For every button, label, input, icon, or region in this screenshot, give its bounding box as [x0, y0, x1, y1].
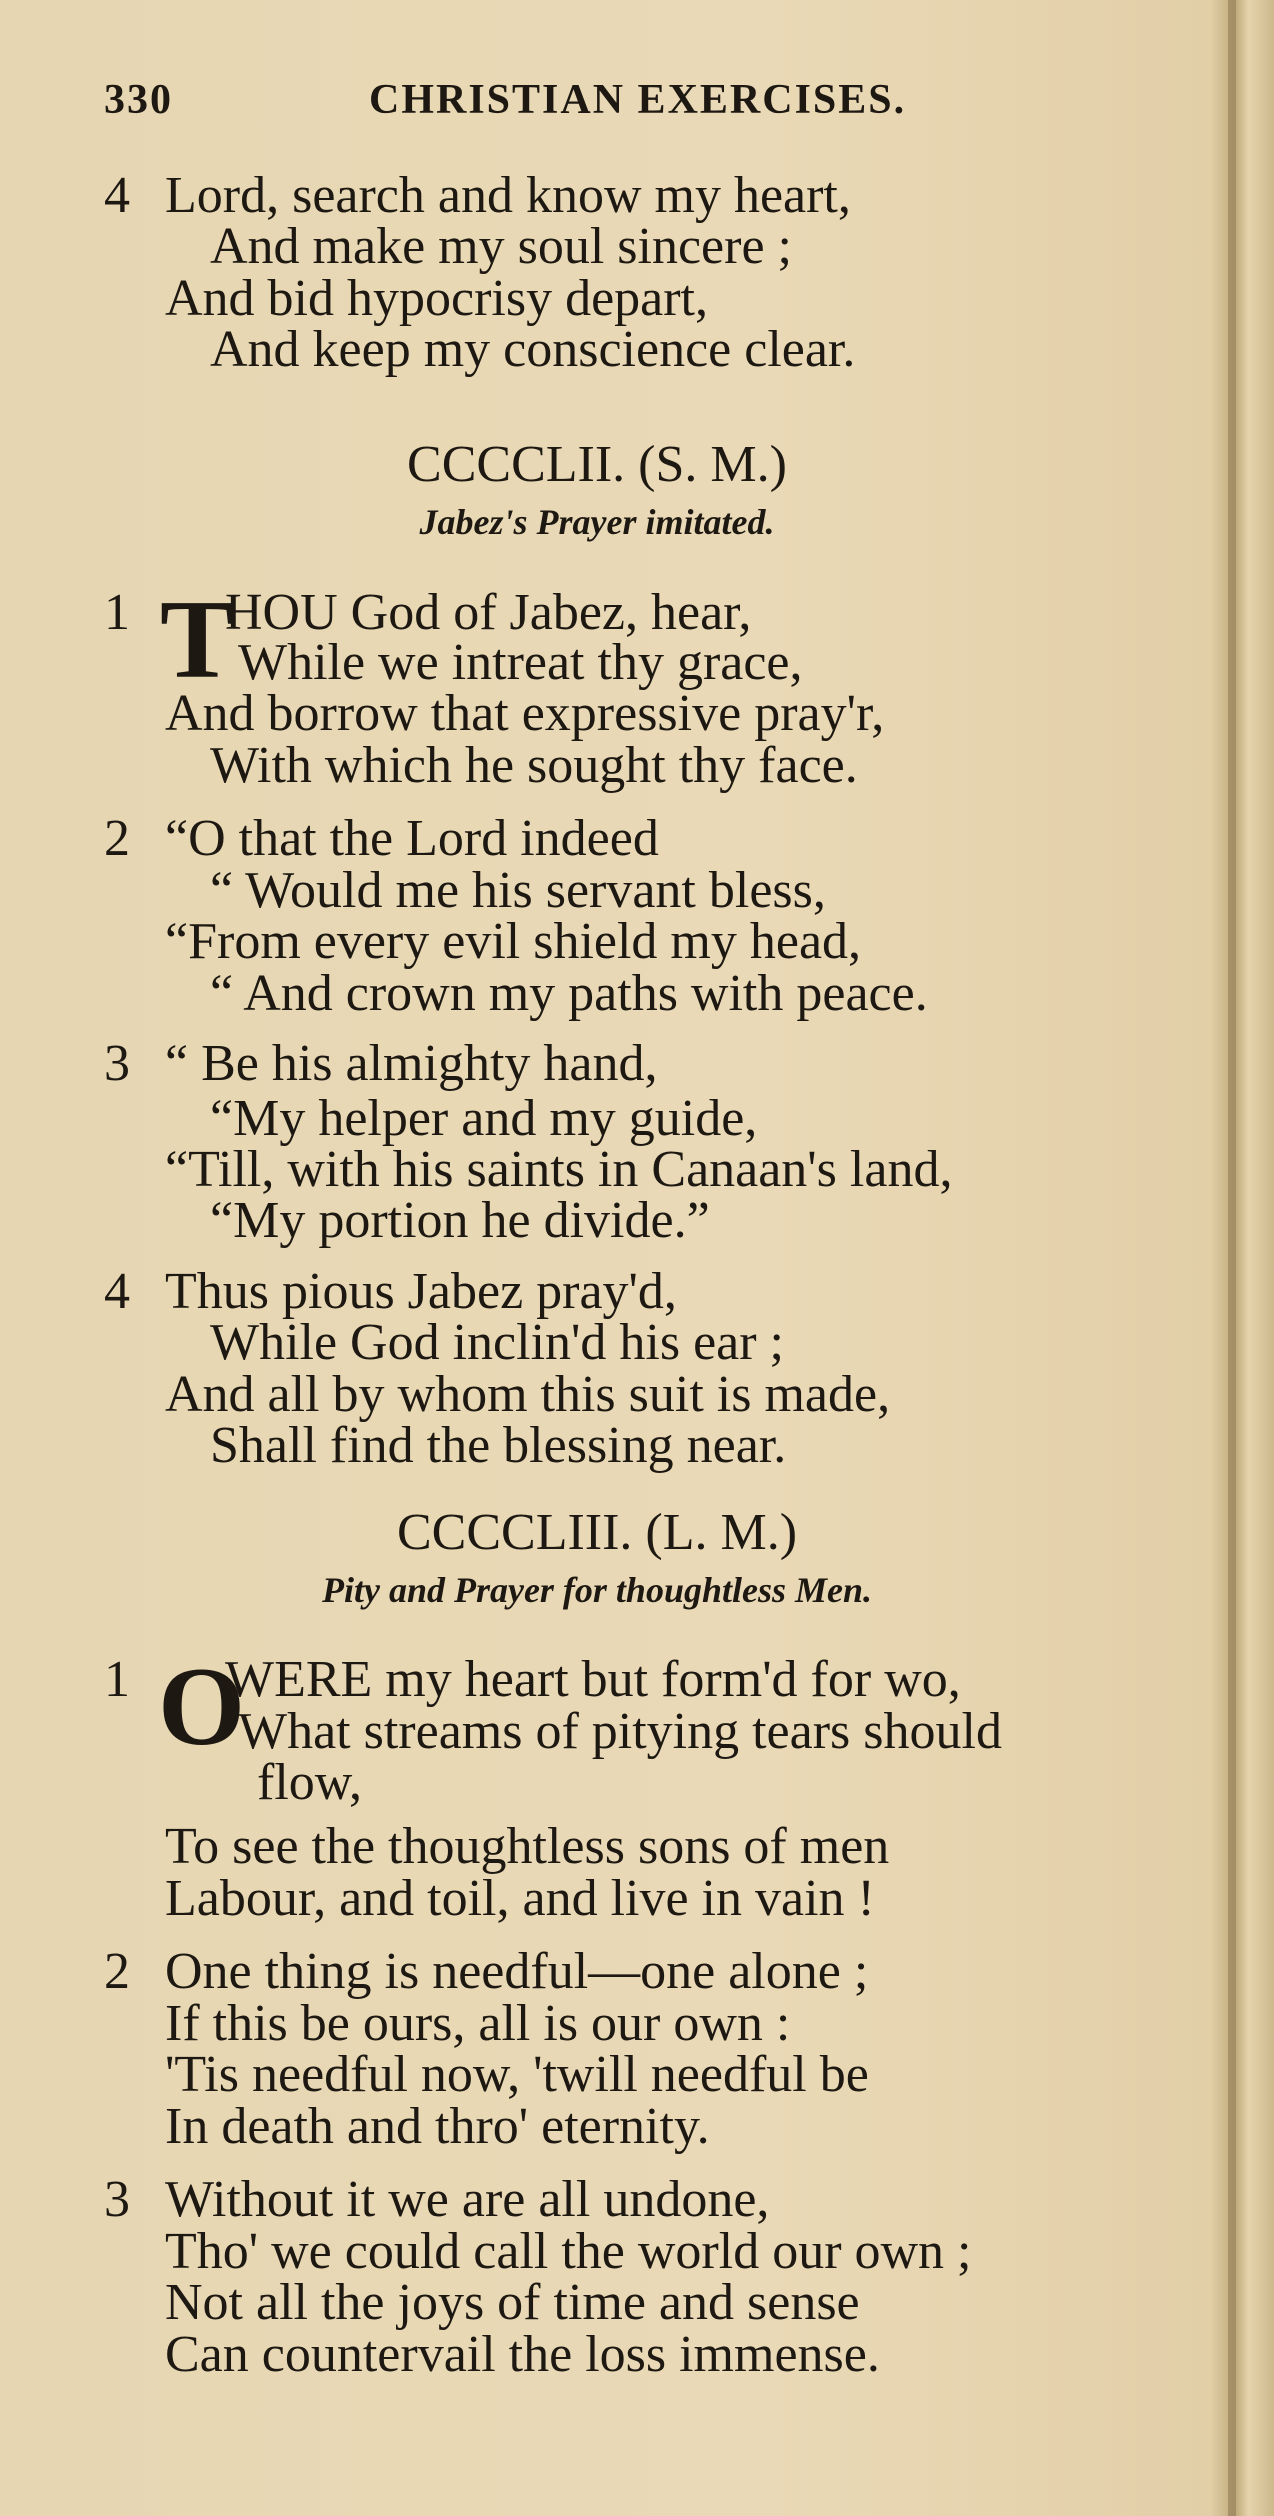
verse-line: While God inclin'd his ear ;	[210, 1314, 785, 1371]
verse-line: 'Tis needful now, 'twill needful be	[165, 2046, 869, 2103]
verse-line: To see the thoughtless sons of men	[165, 1818, 890, 1875]
verse-number: 1	[104, 584, 130, 641]
verse-line: And make my soul sincere ;	[210, 218, 792, 275]
verse-line: Lord, search and know my heart,	[165, 167, 851, 224]
verse-line: WERE my heart but form'd for wo,	[225, 1651, 961, 1708]
verse-number: 1	[104, 1651, 130, 1708]
verse-line: Without it we are all undone,	[165, 2171, 770, 2228]
drop-cap: T	[160, 578, 235, 702]
verse-line: HOU God of Jabez, hear,	[225, 584, 752, 641]
verse-line: “My portion he divide.”	[210, 1192, 710, 1249]
page-number: 330	[104, 77, 173, 123]
verse-line: “ Would me his servant bless,	[210, 862, 826, 919]
verse-line: Shall find the blessing near.	[210, 1417, 787, 1474]
hymn-title: CCCCLII. (S. M.)	[407, 436, 787, 493]
verse-line: What streams of pitying tears should	[238, 1703, 1002, 1760]
verse-line: And borrow that expressive pray'r,	[165, 685, 885, 742]
drop-cap: O	[158, 1645, 246, 1769]
verse-line: And bid hypocrisy depart,	[165, 270, 709, 327]
verse-line: Tho' we could call the world our own ;	[165, 2223, 972, 2280]
verse-line: And keep my conscience clear.	[210, 321, 856, 378]
verse-line: With which he sought thy face.	[210, 737, 858, 794]
verse-line: If this be ours, all is our own :	[165, 1995, 791, 2052]
running-title: CHRISTIAN EXERCISES.	[369, 77, 907, 123]
verse-line: “Till, with his saints in Canaan's land,	[165, 1141, 953, 1198]
verse-number: 3	[104, 2171, 130, 2228]
verse-number: 2	[104, 1943, 130, 2000]
verse-line: “ And crown my paths with peace.	[210, 965, 928, 1022]
verse-number: 3	[104, 1035, 130, 1092]
hymn-subtitle: Jabez's Prayer imitated.	[419, 502, 775, 542]
hymn-subtitle: Pity and Prayer for thoughtless Men.	[321, 1570, 873, 1610]
verse-line: While we intreat thy grace,	[238, 634, 803, 691]
verse-line: flow,	[257, 1754, 362, 1811]
verse-line: “From every evil shield my head,	[165, 913, 862, 970]
verse-line: Can countervail the loss immense.	[165, 2326, 880, 2383]
verse-line: One thing is needful—one alone ;	[165, 1943, 869, 2000]
book-spine-edge	[1228, 0, 1236, 2516]
verse-line: “ Be his almighty hand,	[165, 1035, 658, 1092]
verse-line: “O that the Lord indeed	[165, 810, 659, 867]
verse-line: Not all the joys of time and sense	[165, 2274, 860, 2331]
hymn-title: CCCCLIII. (L. M.)	[396, 1504, 798, 1561]
verse-line: “My helper and my guide,	[210, 1090, 758, 1147]
verse-line: In death and thro' eternity.	[165, 2098, 710, 2155]
verse-line: Thus pious Jabez pray'd,	[165, 1263, 677, 1320]
verse-line: Labour, and toil, and live in vain !	[165, 1870, 875, 1927]
verse-number: 2	[104, 810, 130, 867]
verse-line: And all by whom this suit is made,	[165, 1366, 891, 1423]
verse-number: 4	[104, 1263, 130, 1320]
verse-number: 4	[104, 167, 130, 224]
